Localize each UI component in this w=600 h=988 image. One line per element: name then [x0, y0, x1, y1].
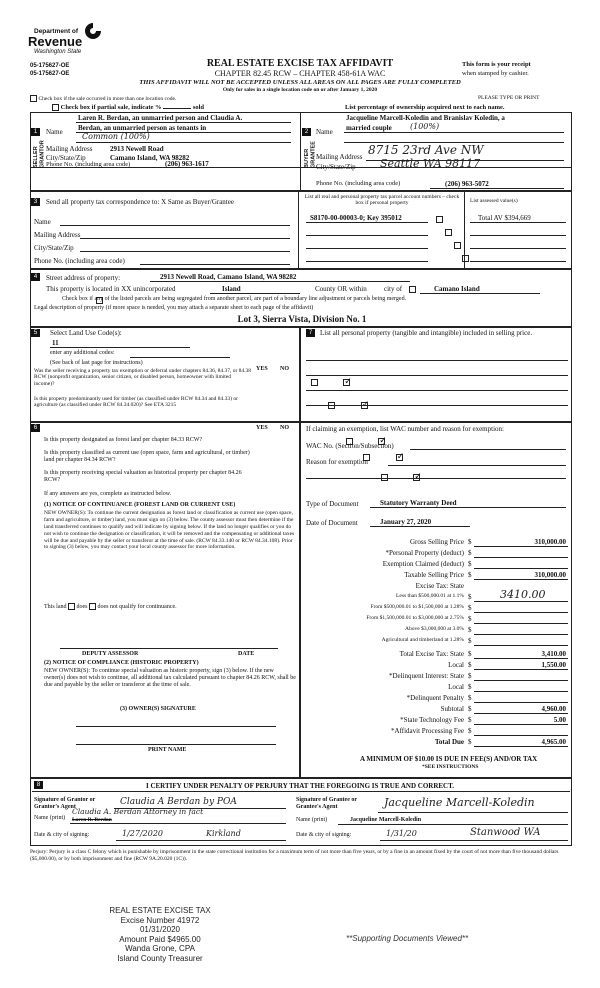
seller-name-label: Name	[46, 128, 63, 136]
dollar-sign: $	[468, 615, 472, 623]
tax-row-label: Agricultural and timberland at 1.28%	[381, 637, 464, 643]
city-of-value: Camano Island	[434, 285, 480, 293]
stamp-line6: Island County Treasurer	[117, 953, 203, 963]
tax-row-label: Taxable Selling Price	[404, 571, 464, 579]
grantee-name-label: Name (print)	[296, 817, 328, 823]
dollar-sign: $	[468, 604, 472, 612]
tax-row-value: 310,000.00	[534, 571, 566, 579]
dor-line1: Department of	[34, 28, 79, 35]
does-label: does	[76, 603, 88, 610]
see-instructions: *SEE INSTRUCTIONS	[422, 764, 479, 770]
sec3-name-label: Name	[34, 218, 51, 226]
stamp-line2: Excise Number 41972	[120, 915, 200, 925]
dollar-sign: $	[468, 650, 472, 658]
parcel-pp-checkbox-2[interactable]	[445, 229, 452, 236]
this-land-row	[44, 603, 177, 611]
sec3-city-label: City/State/Zip	[34, 244, 74, 252]
multi-location-row	[30, 95, 176, 103]
personal-property-label: List all personal property (tangible and intangible) included in selling price.	[320, 329, 533, 337]
receipt-note-1: This form is your receipt	[462, 61, 531, 68]
section-7-marker: 7	[306, 329, 315, 337]
land-use-value: 11	[52, 339, 59, 347]
parcel-pp-checkbox-3[interactable]	[454, 242, 461, 249]
seller-phone-label: Phone No. (including area code)	[46, 161, 131, 168]
land-use-label: Select Land Use Code(s):	[50, 329, 122, 337]
dollar-sign: $	[468, 727, 472, 735]
doc-type: Statutory Warranty Deed	[380, 499, 457, 507]
tax-row-label: *Delinquent Interest: State	[388, 672, 464, 680]
county-or: County OR within	[315, 285, 367, 293]
parcel-number: S8170-00-00003-0; Key 395012	[310, 214, 402, 222]
tax-row-label: *Delinquent Penalty	[406, 694, 464, 702]
additional-codes: enter any additional codes:	[50, 350, 115, 356]
grantor-name: Laren R. Berdan	[72, 817, 112, 823]
grantor-sig: Claudia A Berdan by POA	[120, 797, 237, 807]
grantee-name: Jacqueline Marcell-Koledin	[350, 817, 422, 823]
partial-sale-label: Check box if partial sale, indicate %	[60, 104, 162, 111]
grantee-date: 1/31/20	[386, 829, 417, 838]
deputy-date: DATE	[238, 651, 255, 657]
city-of-label: city of	[384, 285, 403, 293]
seller-name-hand: Common (100%)	[82, 132, 150, 141]
sec6-q1: Is this property designated as forest land per chapter 84.33 RCW?	[44, 437, 203, 443]
does-checkbox[interactable]	[68, 603, 75, 610]
sec6-no: NO	[280, 425, 289, 431]
section-5-marker: 5	[31, 329, 40, 337]
dollar-sign: $	[468, 705, 472, 713]
tax-row-label: *Personal Property (deduct)	[385, 549, 464, 557]
seller-side-label: SELLER GRANTOR	[33, 140, 46, 168]
buyer-mailing: 8715 23rd Ave NW	[368, 143, 484, 157]
ownership-note: List percentage of ownership acquired next to each name.	[345, 104, 505, 111]
exemption-claiming: If claiming an exemption, list WAC number and reason for exemption:	[306, 425, 504, 433]
grantor-sig-label: Signature of Grantor or Grantor's Agent	[34, 797, 96, 810]
tax-row-value: 1,550.00	[541, 661, 566, 669]
sec6-yes: YES	[256, 425, 268, 431]
treasurer-stamp	[90, 906, 230, 964]
buyer-name-line2: married couple	[346, 124, 392, 132]
tax-row-value: 3410.00	[500, 588, 546, 601]
dollar-sign: $	[468, 694, 472, 702]
reason-label: Reason for exemption	[306, 458, 368, 466]
notice2-title: (2) NOTICE OF COMPLIANCE (HISTORIC PROPERTY)	[44, 660, 199, 666]
parcel-header: List all real and personal property tax parcel account numbers – check box if personal property	[304, 194, 460, 207]
doc-date-label: Date of Document	[306, 519, 358, 527]
tax-row-value: 4,965.00	[541, 738, 566, 746]
seller-phone: (206) 963-1617	[165, 160, 209, 168]
does-not-checkbox[interactable]	[89, 603, 96, 610]
sec6-q3: Is this property receiving special valuation as historical property per chapter 84.26 RCW?	[44, 470, 242, 483]
tax-row-label: *State Technology Fee	[400, 716, 464, 724]
correspondence-label: Send all property tax correspondence to: X Same as Buyer/Grantee	[46, 198, 234, 206]
receipt-note-2: when stamped by cashier.	[462, 70, 529, 77]
sec5-yes: YES	[256, 366, 268, 372]
dollar-sign: $	[468, 626, 472, 634]
dor-logo-mark-icon	[84, 22, 102, 40]
tax-row-label: Gross Selling Price	[409, 538, 464, 546]
parcel-pp-checkbox-1[interactable]	[436, 216, 443, 223]
deputy-assessor: DEPUTY ASSESSOR	[82, 651, 139, 657]
street-value: 2913 Newell Road, Camano Island, WA 98282	[160, 273, 297, 281]
dollar-sign: $	[468, 593, 472, 601]
dollar-sign: $	[468, 549, 472, 557]
see-back: (See back of last page for instructions)	[50, 360, 143, 366]
assessed-value: Total AV $394,669	[478, 214, 531, 222]
dollar-sign: $	[468, 672, 472, 680]
dollar-sign: $	[468, 538, 472, 546]
tax-row-label: From $500,000.01 to $1,500,000 at 1.28%	[370, 604, 464, 610]
dor-line3: Washington State	[34, 49, 82, 55]
grantor-city: Kirkland	[206, 829, 241, 838]
tax-row-label: Total Excise Tax: State	[399, 650, 464, 658]
buyer-phone: (206) 963-5072	[445, 180, 489, 188]
tax-row-label: Less than $500,000.01 at 1.1%	[396, 593, 464, 599]
grantor-name-label: Name (print)	[34, 815, 66, 821]
sec5-q2: Is this property predominantly used for timber (as classified under RCW 84.34 and 84.33) or agriculture (as classified under RCW 84.34.020)? See ETA 3215	[34, 396, 238, 409]
buyer-name-line1: Jacqueline Marcell-Koledin and Branislav Koledin, a	[346, 114, 505, 122]
tax-row-label: Local	[448, 661, 464, 669]
form-chapter: CHAPTER 82.45 RCW – CHAPTER 458-61A WAC	[214, 69, 386, 78]
sec3-mailing-label: Mailing Address	[34, 231, 81, 239]
parcel-pp-checkbox-4[interactable]	[462, 255, 469, 262]
doc-type-label: Type of Document	[306, 500, 359, 508]
dor-logo	[28, 22, 108, 60]
section-3-marker: 3	[31, 198, 40, 206]
seller-city: Camano Island, WA 98282	[110, 154, 190, 162]
dollar-sign: $	[468, 683, 472, 691]
grantor-date: 1/27/2020	[122, 829, 164, 838]
buyer-name-hand: (100%)	[410, 122, 440, 131]
located-area: Island	[222, 285, 241, 293]
tax-row-value: 310,000.00	[534, 538, 566, 546]
section-6-marker: 6	[31, 424, 40, 432]
tax-row-label: Total Due	[434, 738, 464, 746]
minimum-note: A MINIMUM OF $10.00 IS DUE IN FEE(S) AND/OR TAX	[360, 755, 538, 763]
code-2: 05-175627-OE	[30, 71, 70, 77]
grantee-sig-label: Signature of Grantee or Grantee's Agent	[296, 797, 357, 810]
tax-row-value: 4,960.00	[541, 705, 566, 713]
section-1-marker: 1	[31, 128, 40, 136]
street-label: Street address of property:	[46, 274, 121, 282]
grantor-name-hand: Claudia A. Berdan Attorney in fact	[72, 807, 204, 816]
buyer-name-label: Name	[316, 128, 333, 136]
city-of-checkbox[interactable]	[409, 286, 416, 293]
form-only-for: Only for sales in a single location code on or after January 1, 2020	[222, 87, 378, 93]
notice1-title: (1) NOTICE OF CONTINUANCE (FOREST LAND OR CURRENT USE)	[44, 502, 236, 508]
code-1: 05-175627-OE	[30, 63, 70, 69]
segregated-label: Check box if any of the listed parcels are being segregated from another parcel, are part of a boundary line adjustment or parcels being merged.	[62, 296, 407, 302]
tax-row-label: Above $3,000,000 at 3.0%	[405, 626, 464, 632]
print-name-label: PRINT NAME	[148, 747, 187, 753]
dor-line2: Revenue	[28, 34, 83, 49]
sec6-any-yes: If any answers are yes, complete as instructed below.	[44, 491, 172, 497]
legal-desc: Lot 3, Sierra Vista, Division No. 1	[237, 314, 367, 324]
dollar-sign: $	[468, 716, 472, 724]
buyer-city-label: City/State/Zip	[316, 163, 356, 171]
grantee-date-label: Date & city of signing:	[296, 832, 352, 838]
stamp-line5: Wanda Grone, CPA	[125, 944, 195, 954]
seller-mailing-label: Mailing Address	[46, 145, 93, 153]
section-8-marker: 8	[34, 781, 43, 789]
excise-state-label: Excise Tax: State	[415, 582, 464, 590]
dollar-sign: $	[468, 738, 472, 746]
legal-desc-label: Legal description of property (if more space is needed, you may attach a separate sheet to each page of the affidavit)	[34, 305, 314, 311]
dollar-sign: $	[468, 560, 472, 568]
buyer-phone-label: Phone No. (including area code)	[316, 180, 401, 187]
seller-name-line1: Laren R. Berdan, an unmarried person and Claudia A.	[78, 114, 243, 122]
grantor-date-label: Date & city of signing:	[34, 832, 90, 838]
form-title: REAL ESTATE EXCISE TAX AFFIDAVIT	[206, 58, 394, 69]
partial-sale-checkbox[interactable]	[52, 104, 59, 111]
multi-location-label: Check box if the sale occurred in more than one location code.	[38, 95, 177, 102]
sec5-no: NO	[280, 366, 289, 372]
seller-mailing: 2913 Newell Road	[110, 145, 164, 153]
buyer-mailing-label: Mailing Address	[316, 153, 363, 161]
dollar-sign: $	[468, 571, 472, 579]
dollar-sign: $	[468, 637, 472, 645]
section-4-marker: 4	[31, 273, 40, 281]
dollar-sign: $	[468, 661, 472, 669]
tax-row-label: Subtotal	[440, 705, 464, 713]
wac-label: WAC No. (Section/Subsection)	[306, 442, 394, 450]
does-not-label: does not qualify for continuance.	[97, 603, 177, 610]
form-warning: THIS AFFIDAVIT WILL NOT BE ACCEPTED UNLESS ALL AREAS ON ALL PAGES ARE FULLY COMPLETED	[139, 79, 461, 86]
tax-row-label: *Affidavit Processing Fee	[391, 727, 464, 735]
tax-row-value: 5.00	[553, 716, 566, 724]
owner-signature-label: (3) OWNER(S) SIGNATURE	[120, 706, 196, 712]
grantee-sig: Jacqueline Marcell-Koledin	[384, 796, 535, 809]
multi-location-checkbox[interactable]	[30, 95, 37, 102]
perjury-text: Perjury: Perjury is a class C felony which is punishable by imprisonment in the state correctional institution for a maximum term of not more than five years, or by a fine in an amount fixed by the court of not more than five thousand dollars ($5,000.00), or by both imprisonment and fine (RCW 9A.20.020 (1C)).	[30, 849, 559, 863]
supporting-docs: **Supporting Documents Viewed**	[346, 934, 469, 943]
certify: I CERTIFY UNDER PENALTY OF PERJURY THAT THE FOREGOING IS TRUE AND CORRECT.	[145, 782, 454, 790]
tax-row-label: From $1,500,000.01 to $3,000,000 at 2.75%	[366, 615, 464, 621]
section-2-marker: 2	[302, 128, 311, 136]
tax-row-label: Local	[448, 683, 464, 691]
print-note: PLEASE TYPE OR PRINT	[478, 95, 540, 101]
partial-sale-row	[52, 104, 204, 111]
this-land-label: This land	[44, 603, 67, 610]
buyer-city: Seattle WA 98117	[380, 157, 481, 170]
located-prefix: This property is located in XX unincorporated	[46, 285, 176, 293]
sec6-q2: Is this property classified as current use (open space, farm and agricultural, or timber) land per chapter 84.34 RCW?	[44, 450, 250, 463]
stamp-line3: 01/31/2020	[139, 925, 181, 935]
sec3-phone-label: Phone No. (including area code)	[34, 257, 125, 265]
stamp-line1: REAL ESTATE EXCISE TAX	[109, 906, 211, 915]
tax-row-label: Exemption Claimed (deduct)	[382, 560, 464, 568]
notice2-body: NEW OWNER(S): To continue special valuation as historic property, sign (3) below. If the new owner(s) does not wish to continue, all additional tax calculated pursuant to chapter 84.26 RCW, shall be due and payable by the seller or transferor at the time of sale.	[44, 668, 296, 689]
grantee-city: Stanwood WA	[470, 827, 541, 838]
stamp-line4: Amount Paid $4965.00	[119, 934, 201, 944]
partial-sale-sold: sold	[192, 104, 205, 111]
doc-date: January 27, 2020	[380, 518, 432, 526]
buyer-side-label: BUYER GRANTEE	[304, 141, 317, 168]
seller-city-label: City/State/Zip	[46, 154, 86, 162]
seller-name-line2: Berdan, an unmarried person as tenants in	[78, 124, 207, 132]
sec5-q1: Was the seller receiving a property tax exemption or deferral under chapters 84.36, 84.37, or 84.38 RCW (nonprofit organization, senior citizen, or disabled person, homeowner with limited income)?	[34, 368, 252, 387]
assessed-header: List assessed value(s)	[470, 198, 518, 204]
notice1-body: NEW OWNER(S): To continue the current designation as forest land or classification as current use (open space, farm and agriculture, or timber) land, you must sign on (3) below. The county assessor must then determine if the land transferred continues to qualify and will indicate by signing below. If the land no longer qualifies or you do not wish to continue the designation or classification, it will be removed and the compensating or additional taxes will be due and payable by the seller or transferor at the time of sale. (RCW 84.33.140 or RCW 84.34.108). Prior to signing (3) below, you may contact your local county assessor for more information.	[44, 510, 295, 551]
tax-row-value: 3,410.00	[541, 650, 566, 658]
